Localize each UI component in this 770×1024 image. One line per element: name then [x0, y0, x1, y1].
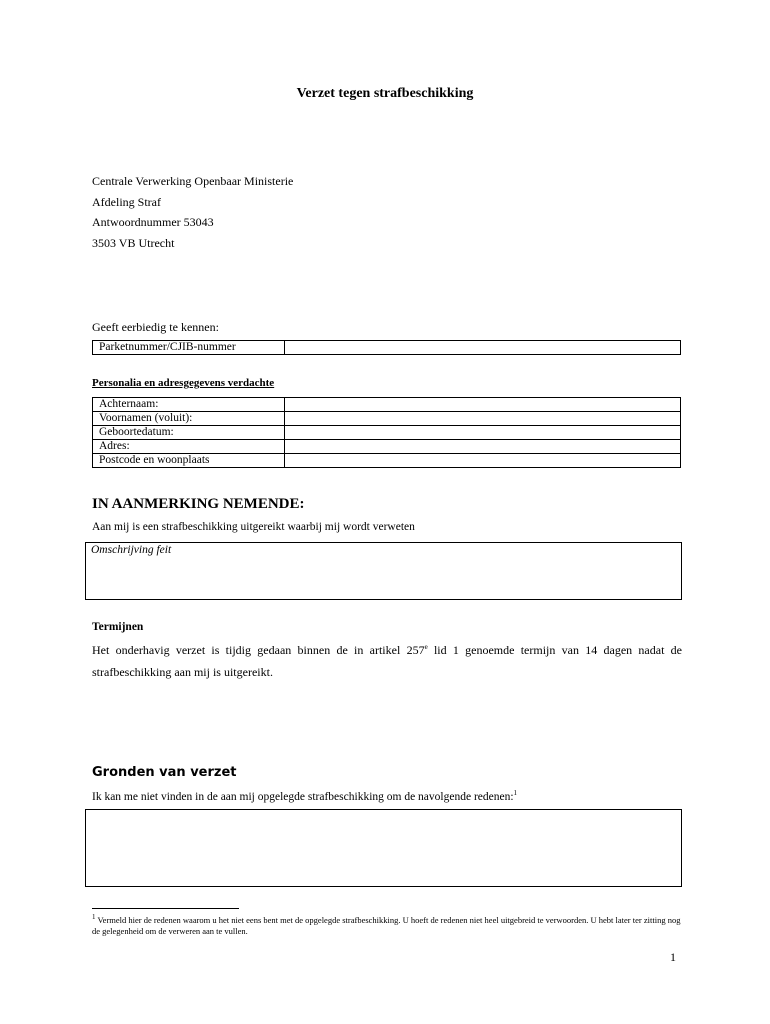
omschrijving-feit-box[interactable] — [85, 542, 682, 600]
intro-text: Geeft eerbiedig te kennen: — [92, 320, 219, 334]
address-line-4: 3503 VB Utrecht — [92, 236, 175, 250]
address-line-1: Centrale Verwerking Openbaar Ministerie — [92, 174, 294, 188]
table-row — [93, 398, 681, 412]
footnote-text: Vermeld hier de redenen waarom u het niet eens bent met de opgelegde strafbeschikking. U hoeft de redenen niet heel uitgebreid te verwoorden. U hebt later ter zitting nog de gelegenheid om de verweren aan te vullen. — [92, 914, 681, 936]
gronden-text — [92, 789, 517, 803]
achternaam-label: Achternaam: — [93, 398, 285, 412]
parket-label: Parketnummer/CJIB-nummer — [93, 341, 285, 355]
gronden-box[interactable] — [85, 809, 682, 887]
voornamen-field[interactable] — [285, 412, 681, 426]
termijnen-superscript: e — [424, 643, 428, 651]
parket-field[interactable] — [285, 341, 681, 355]
termijnen-text — [92, 636, 682, 683]
table-row — [93, 412, 681, 426]
adres-label: Adres: — [93, 440, 285, 454]
aanmerking-heading: IN AANMERKING NEMENDE: — [92, 496, 305, 512]
footnote — [92, 912, 682, 937]
postcode-woonplaats-field[interactable] — [285, 454, 681, 468]
address-line-2: Afdeling Straf — [92, 195, 161, 209]
table-row — [93, 440, 681, 454]
adres-field[interactable] — [285, 440, 681, 454]
geboortedatum-field[interactable] — [285, 426, 681, 440]
personalia-table — [92, 397, 681, 468]
voornamen-label: Voornamen (voluit): — [93, 412, 285, 426]
termijnen-text-part-2: lid 1 genoemde termijn van 14 dagen nadat de strafbeschikking aan mij is uitgereikt. — [92, 643, 682, 679]
postcode-woonplaats-label: Postcode en woonplaats — [93, 454, 285, 468]
table-row — [93, 426, 681, 440]
address-line-3: Antwoordnummer 53043 — [92, 215, 214, 229]
gronden-heading: Gronden van verzet — [92, 765, 237, 780]
footnote-reference: 1 — [513, 789, 518, 797]
achternaam-field[interactable] — [285, 398, 681, 412]
termijnen-text-part-1: Het onderhavig verzet is tijdig gedaan binnen de in artikel 257 — [92, 643, 425, 657]
gronden-text-body: Ik kan me niet vinden in de aan mij opgelegde strafbeschikking om de navolgende redenen: — [92, 790, 514, 803]
aanmerking-text: Aan mij is een strafbeschikking uitgereikt waarbij mij wordt verweten — [92, 521, 415, 533]
omschrijving-feit-label: Omschrijving feit — [91, 544, 172, 556]
geboortedatum-label: Geboortedatum: — [93, 426, 285, 440]
footnote-number: 1 — [92, 913, 96, 921]
table-row — [93, 454, 681, 468]
footnote-separator — [92, 908, 239, 909]
page-number: 1 — [670, 950, 676, 964]
document-title: Verzet tegen strafbeschikking — [296, 86, 474, 101]
termijnen-heading: Termijnen — [92, 621, 144, 633]
personalia-heading: Personalia en adresgegevens verdachte — [92, 377, 275, 389]
parket-table — [92, 340, 681, 355]
